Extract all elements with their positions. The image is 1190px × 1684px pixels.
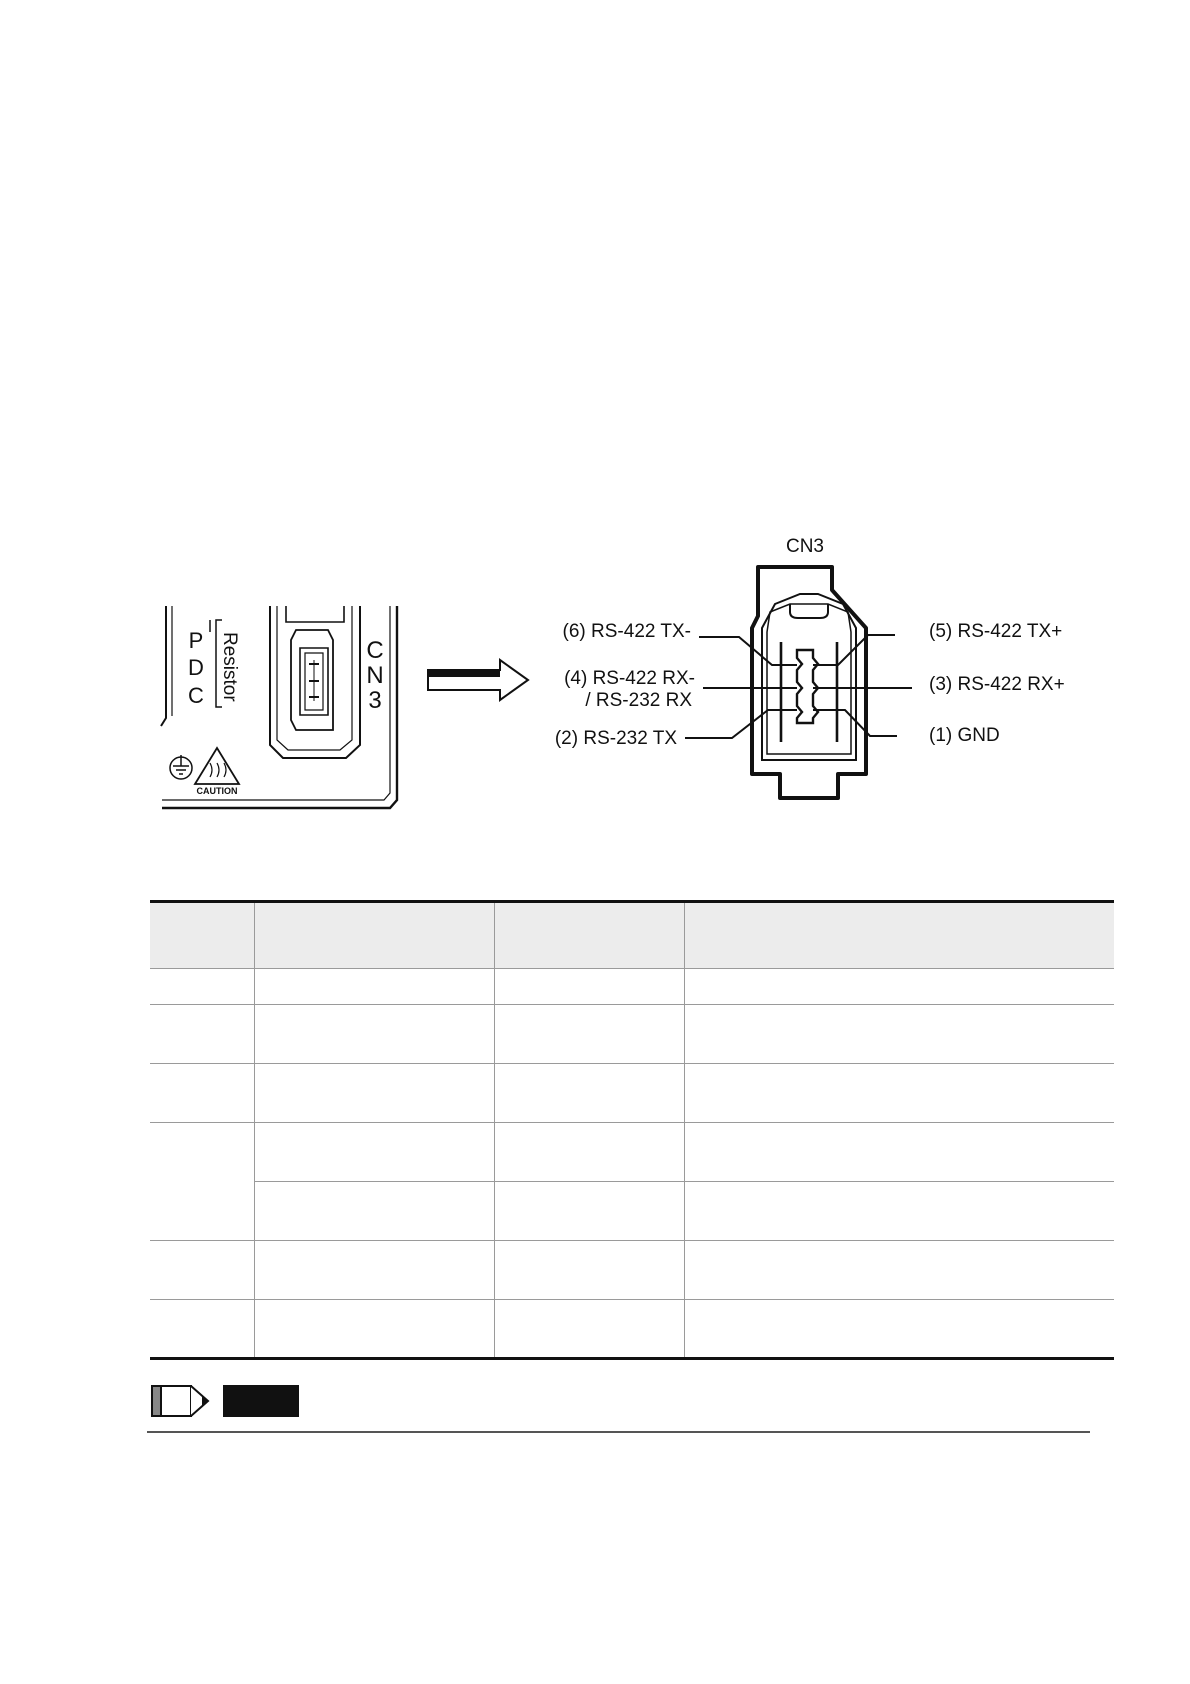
table-row	[150, 969, 1114, 1005]
note-marker	[150, 1382, 310, 1422]
connector-title: CN3	[785, 536, 825, 557]
pdc-letter-d: D	[188, 655, 204, 680]
right-arrow-icon	[428, 660, 528, 700]
table-cell	[254, 1064, 494, 1123]
note-divider	[147, 1431, 1090, 1433]
pin-label-1: (1) GND	[929, 725, 1000, 746]
table-row	[150, 1123, 1114, 1182]
pin-definition-table	[150, 900, 1114, 1360]
table-cell	[684, 969, 1114, 1005]
table-cell	[254, 1123, 494, 1182]
pencil-icon	[152, 1386, 208, 1416]
table-cell	[684, 1064, 1114, 1123]
table-header-cell	[494, 902, 684, 969]
table-cell	[254, 969, 494, 1005]
table-cell	[494, 969, 684, 1005]
cn3-connector-body	[752, 567, 866, 798]
table-cell	[494, 1241, 684, 1300]
pin-label-3: (3) RS-422 RX+	[929, 674, 1065, 695]
port-letter-c: C	[366, 637, 384, 664]
cn3-left-pin-labels	[555, 621, 695, 749]
table-cell	[494, 1182, 684, 1241]
pin-label-4: (4) RS-422 RX-	[564, 668, 695, 689]
table-cell	[684, 1005, 1114, 1064]
table-cell	[684, 1300, 1114, 1359]
port-letter-n: N	[366, 662, 384, 689]
pin-label-5: (5) RS-422 TX+	[929, 621, 1063, 642]
table-cell	[150, 1300, 254, 1359]
table-row	[150, 1241, 1114, 1300]
table-cell	[150, 1123, 254, 1241]
table-cell	[254, 1300, 494, 1359]
table-cell	[494, 1064, 684, 1123]
table-row	[150, 1064, 1114, 1123]
pin-label-6: (6) RS-422 TX-	[562, 621, 691, 642]
table-header-cell	[150, 902, 254, 969]
table-cell	[684, 1123, 1114, 1182]
table-header-cell	[684, 902, 1114, 969]
pin-label-4-sub: / RS-232 RX	[585, 690, 692, 711]
table-cell	[494, 1123, 684, 1182]
pdc-letter-c: C	[188, 683, 204, 708]
table-row	[150, 1182, 1114, 1241]
table-cell	[684, 1241, 1114, 1300]
table-cell	[150, 1005, 254, 1064]
panel-pdc-letters	[188, 628, 204, 708]
table-cell	[494, 1005, 684, 1064]
table-cell	[150, 1241, 254, 1300]
caution-label: CAUTION	[196, 786, 238, 796]
table-cell	[254, 1182, 494, 1241]
note-label-box	[223, 1385, 299, 1417]
table-cell	[254, 1241, 494, 1300]
table-cell	[494, 1300, 684, 1359]
table-header-cell	[254, 902, 494, 969]
port-letter-3: 3	[368, 687, 382, 714]
table-header-row	[150, 902, 1114, 969]
table-cell	[150, 1064, 254, 1123]
panel-port-letters	[366, 637, 383, 714]
table-cell	[254, 1005, 494, 1064]
pin-label-2: (2) RS-232 TX	[554, 728, 677, 749]
cn3-right-pin-labels	[929, 621, 1065, 746]
pdc-letter-p: P	[188, 628, 204, 653]
resistor-label: Resistor	[219, 632, 240, 702]
table-row	[150, 1005, 1114, 1064]
table-cell	[150, 969, 254, 1005]
table-cell	[684, 1182, 1114, 1241]
table-row	[150, 1300, 1114, 1359]
